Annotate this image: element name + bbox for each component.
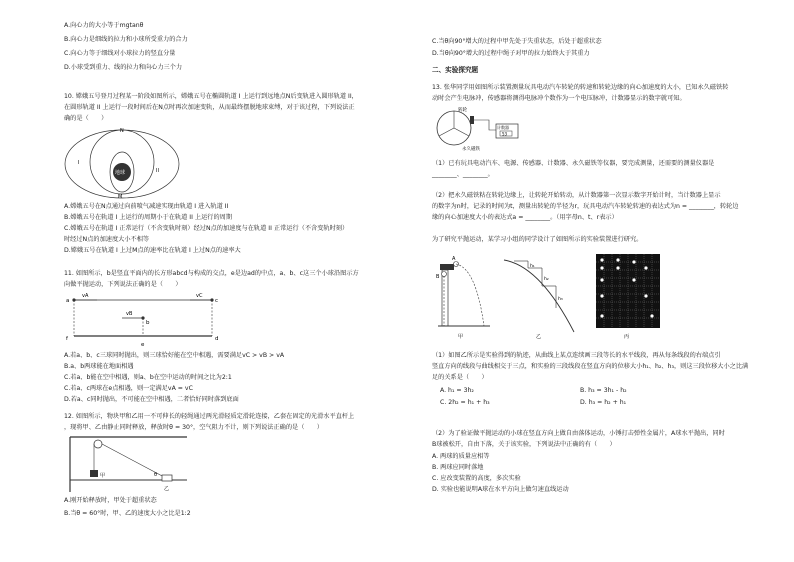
q14-figure-yi xyxy=(500,256,580,340)
jia-label: 甲 xyxy=(100,473,106,479)
q10-option-d: D.嫦娥五号在轨道 I 上过M点的速率比在轨道 I 上过N点的速率大 xyxy=(64,247,241,254)
q13-part1: （1）已有玩具电动汽车、电源、传感器、计数器、永久磁铁等仪器，要完成测量，还需要的测量仪器是 xyxy=(432,160,715,167)
disk-label: 转轮 xyxy=(458,108,467,113)
q11-stem-line: 11. 如图所示，b是竖直平面内的长方形abcd与构成的交点，e是边ad的中点，a、b、c这三个小球沿图示方 xyxy=(64,270,359,277)
q14-part1-line: 竖直方向的线段与曲线相交于三点，和实验的三段线段在竖直方向的位移大小h₁、h₂、h₃，则这三段位移大小之比满 xyxy=(432,363,749,370)
q11-rectangle-figure xyxy=(62,290,222,348)
magnet-label: 永久磁铁 xyxy=(462,147,480,152)
point-b-label: b xyxy=(146,320,150,326)
q11-stem-line: 向做平抛运动，下列说法正确的是（ ） xyxy=(64,281,182,288)
h2-label: h₂ xyxy=(544,277,549,282)
q10-orbit-figure xyxy=(62,124,182,200)
q13-apparatus-figure xyxy=(434,104,534,154)
q14-part2-option-a: A. 两球的质量应相等 xyxy=(432,453,490,460)
q14-figure-bing xyxy=(596,254,662,340)
q13-part2-line: 的数字为n时，记录的时间为t，测量出转轮的半径为r，玩具电动汽车转轮转速的表达式为n = ________，转轮边 xyxy=(432,203,739,210)
ball-b-label: B xyxy=(436,274,440,280)
section-title: 二、实验探究题 xyxy=(432,66,479,74)
q14-part1-option-a: A. h₁ = 3h₂ xyxy=(440,387,474,394)
q12-stem-line: ，现将甲、乙由静止同时释放，释放时θ = 30°，空气阻力不计，则下列说法正确的是（ ） xyxy=(64,424,323,431)
q13-stem-line: 动时会产生电脉冲，传感器将测得电脉冲个数作为一个电压脉冲，计数器显示的数字就可知。 xyxy=(432,95,686,102)
q14-part1-line: 足的关系是（ ） xyxy=(432,374,488,381)
q10-stem-line: 在圆形轨道 II 上运行一段时间后在N点时再次加速变轨，从而最终摆脱地球束缚，对于该过程，下列说法正 xyxy=(64,104,355,111)
q12-option-d: D.当θ向90°增大的过程中绳子对甲的拉力始终大于其重力 xyxy=(432,50,590,57)
point-c-label: c xyxy=(215,298,219,304)
vb-label: vB xyxy=(126,311,133,317)
q10-option-b: B.嫦娥五号在轨道 I 上运行的周期小于在轨道 II 上运行的周期 xyxy=(64,214,233,221)
q12-option-c: C.当θ向90°增大的过程中甲先处于失重状态，后处于超重状态 xyxy=(432,38,602,45)
orbit-i-label: I xyxy=(78,160,80,166)
orbit-ii-label: II xyxy=(156,168,159,174)
theta-label: θ xyxy=(154,472,158,478)
q14-part2-line: B球被松开，自由下落，关于该实验，下列说法中正确的有（ ） xyxy=(432,441,616,448)
q14-figure-jia xyxy=(434,250,494,340)
figure-bing-label: 丙 xyxy=(624,334,630,340)
q9-option-c: C.向心力等于细线对小球拉力的竖直分量 xyxy=(64,50,176,57)
q11-option-a: A.若a、b、c三球同时抛出，则三球恰好能在空中相遇，需要满足vC > vB > vA xyxy=(64,352,285,359)
q14-part1-option-c: C. 2h₂ = h₁ + h₃ xyxy=(440,399,490,406)
point-a-label: a xyxy=(66,298,70,304)
q11-option-c: C.若a、b能在空中相遇，则a、b在空中运动的时间之比为2:1 xyxy=(64,374,232,381)
q11-option-c2: C.若a、c两球在e点相遇，则一定满足vA = vC xyxy=(64,385,193,392)
q12-option-b: B.当θ = 60°时，甲、乙的速度大小之比是1:2 xyxy=(64,510,191,517)
q11-option-d: D.若a、c同时抛出，不可能在空中相遇，二者恰好同时落到底面 xyxy=(64,396,239,403)
va-label: vA xyxy=(82,293,89,299)
q13-stem-line: 13. 张华同学用如图所示装置测量玩具电动汽车转轮的转速和转轮边缘的向心加速度的大小，已知永久磁铁转 xyxy=(432,84,729,91)
yi-label: 乙 xyxy=(164,486,170,492)
q13-part2-line: （2）把永久磁铁粘在转轮边缘上，让转轮开始转动，从计数器第一次显示数字开始计时，当计数器上显示 xyxy=(432,192,721,199)
q14-part2-option-b: B. 两球应同时落地 xyxy=(432,464,484,471)
point-d-label: d xyxy=(215,336,219,342)
q14-part2-option-c: C. 应改变装置的高度，多次实验 xyxy=(432,475,521,482)
counter-display: 53 xyxy=(502,131,508,137)
q14-part2-line: （2）为了验证做平抛运动的小球在竖直方向上做自由落体运动，小锤打击弹性金属片，A球水平抛出，同时 xyxy=(432,430,725,437)
q11-option-b: B.a、b两球能在地面相遇 xyxy=(64,363,134,370)
q14-intro: 为了研究平抛运动，某学习小组的同学设计了如图所示的实验装置进行研究。 xyxy=(432,236,643,243)
q10-stem-line: 10. 嫦娥五号登月过程某一阶段如图所示，嫦娥五号在椭圆轨道 I 上运行到远地点N后变轨进入圆形轨道 II， xyxy=(64,93,358,100)
q10-option-c: C.嫦娥五号在轨道 I 正常运行（不含变轨时刻）经过N点的加速度与在轨道 II 正常运行（不含变轨时刻） xyxy=(64,225,349,232)
q10-option-a: A.嫦娥五号在N点通过向前喷气减速实现由轨道 I 进入轨道 II xyxy=(64,203,229,210)
q14-part1-line: （1）如图乙所示是实验得到的轨迹，从曲线上某点连续画三段等长的水平线段，再从每条线段的右端点引 xyxy=(432,352,721,359)
vc-label: vC xyxy=(196,293,203,299)
q9-option-a: A.向心力的大小等于mgtanθ xyxy=(64,22,144,29)
q14-part1-option-b: B. h₃ = 3h₁ - h₂ xyxy=(580,387,627,394)
earth-label: 地球 xyxy=(115,170,126,176)
point-e-label: e xyxy=(141,342,145,348)
counter-label: 计数器 xyxy=(497,125,509,130)
point-n-label: N xyxy=(120,128,124,134)
q14-part2-option-d: D. 实验也能说明A球在水平方向上做匀速直线运动 xyxy=(432,486,569,493)
figure-jia-label: 甲 xyxy=(458,334,464,340)
q10-option-c-cont: 时经过N点的加速度大小不相等 xyxy=(64,236,150,243)
q9-option-b: B.向心力是细线的拉力和小球所受重力的合力 xyxy=(64,36,188,43)
q13-part2-line: 缘的向心加速度大小的表达式a = ________。（用字母n、t、r表示） xyxy=(432,214,618,221)
h3-label: h₃ xyxy=(558,297,563,302)
q12-stem-line: 12. 如图所示，物块甲和乙用一不可伸长的轻绳通过两光滑轻质定滑轮连接，乙套在固定的光滑水平直杆上 xyxy=(64,413,355,420)
q12-pulley-figure xyxy=(62,432,192,494)
h1-label: h₁ xyxy=(530,264,535,269)
q10-stem-line: 确的是（ ） xyxy=(64,115,108,122)
point-m-label: M xyxy=(118,194,123,200)
q14-part1-option-d: D. h₃ = h₂ + h₁ xyxy=(580,399,627,406)
q9-option-d: D.小球受到重力、线的拉力和向心力三个力 xyxy=(64,64,183,71)
q13-part1-blanks: ________、________。 xyxy=(432,171,494,178)
point-f-label: f xyxy=(66,336,68,342)
ball-a-label: A xyxy=(452,256,456,262)
figure-yi-label: 乙 xyxy=(536,334,542,340)
q12-option-a: A.刚开始释放时，甲处于超重状态 xyxy=(64,497,157,504)
